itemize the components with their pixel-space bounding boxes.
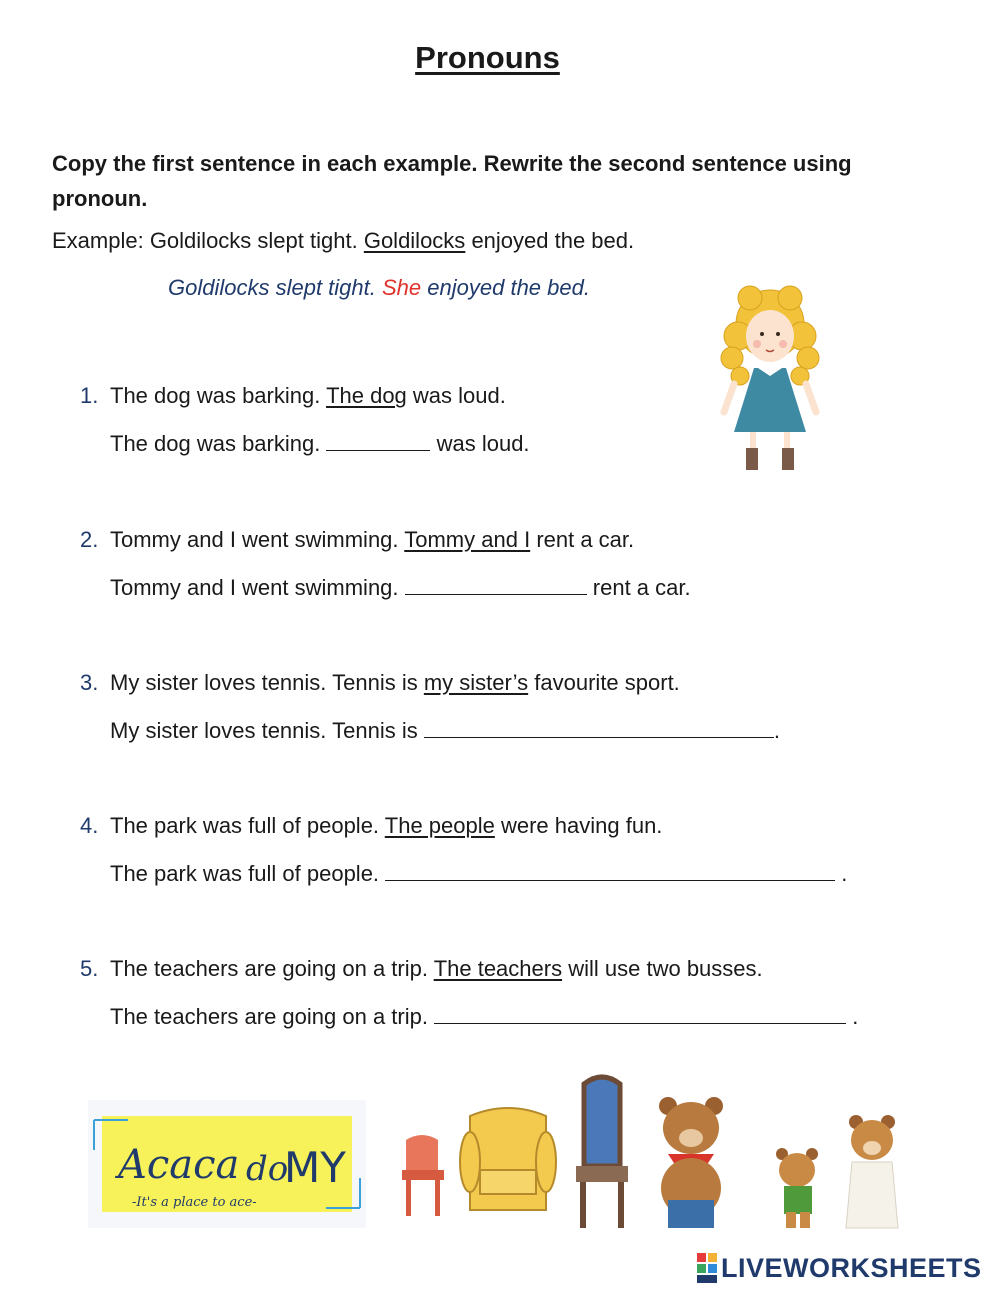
small-chair-icon <box>402 1135 444 1216</box>
answer-blank-5[interactable] <box>434 1006 846 1024</box>
three-bears-illustration <box>398 1070 918 1235</box>
liveworksheets-text: LIVEWORKSHEETS <box>721 1252 982 1283</box>
liveworksheets-logo-icon <box>697 1253 717 1283</box>
mama-bear-icon <box>846 1115 898 1228</box>
answer-blank-1[interactable] <box>326 433 430 451</box>
answer-blank-4[interactable] <box>385 863 835 881</box>
answer-blank-2[interactable] <box>405 577 587 595</box>
liveworksheets-brand <box>697 1252 982 1284</box>
papa-bear-icon <box>659 1097 723 1228</box>
example-answer: Goldilocks slept tight. She enjoyed the bed. <box>168 275 590 300</box>
acacadomy-logo <box>88 1100 366 1228</box>
baby-bear-icon <box>776 1148 818 1228</box>
goldilocks-illustration <box>710 284 830 476</box>
logo-text-part-b: do <box>246 1149 289 1189</box>
answer-blank-3[interactable] <box>424 720 774 738</box>
logo-tagline: -It's a place to ace- <box>132 1195 257 1210</box>
tall-chair-icon <box>576 1077 628 1228</box>
example-pronoun: She <box>382 275 422 300</box>
page-title: Pronouns <box>415 40 560 75</box>
instructions: Copy the first sentence in each example. Rewrite the second sentence using pronoun. <box>52 151 852 211</box>
logo-text-part-a: Acaca <box>118 1142 240 1188</box>
example-sentence: Example: Goldilocks slept tight. Goldilocks enjoyed the bed. <box>52 228 635 253</box>
armchair-icon <box>460 1108 556 1210</box>
logo-text-part-c: MY <box>284 1143 346 1192</box>
